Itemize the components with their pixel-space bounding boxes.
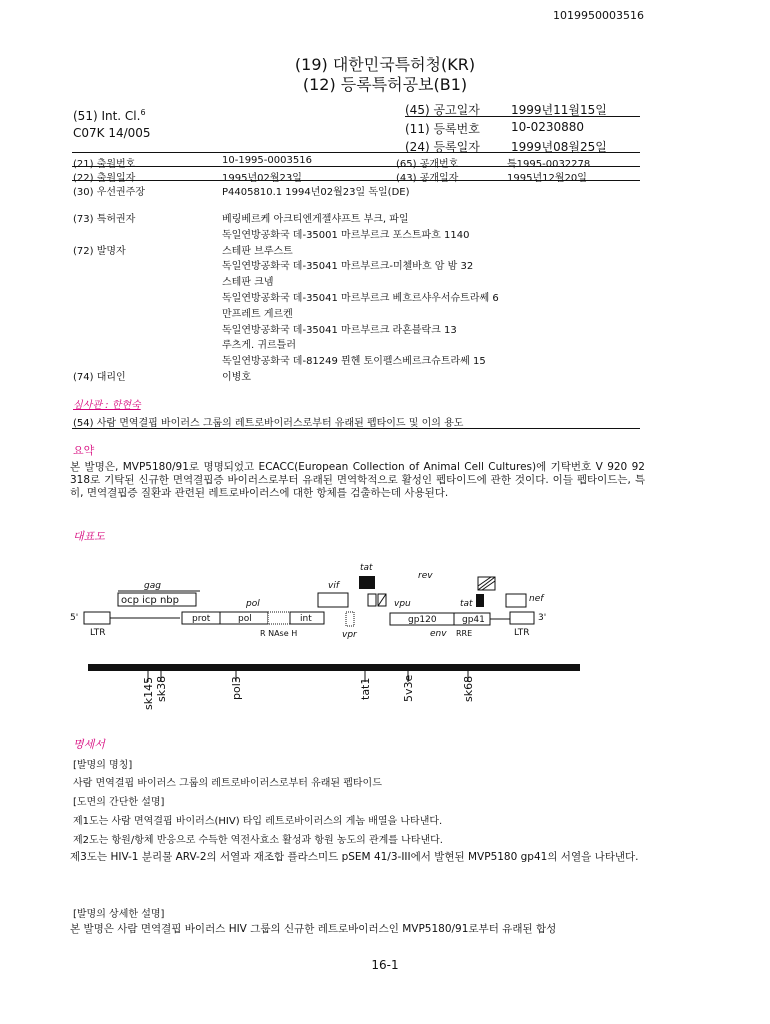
open-date-label: (43) 공개일자 [396,173,459,184]
party-text: 스테판 브루스트 [222,245,293,257]
probe-sk38: sk38 [155,675,168,702]
probe-5v3e: 5v3e [402,674,415,702]
party-label: (73) 특허권자 [73,214,136,225]
party-text: 독일연방공화국 데-35041 마르부르크 베흐르샤우서슈트라쎄 6 [222,293,499,304]
open-no-value: 특1995-0032278 [507,159,591,170]
label-5prime: 5' [70,613,79,623]
tat-block [359,576,375,589]
open-no-label: (65) 공개번호 [396,159,459,170]
name-heading: [발명의 명칭] [73,760,133,771]
rule-app-2 [72,180,640,181]
party-text: 베링베르케 아크티엔게젤샤프트 부크, 파일 [222,214,409,225]
label-gp41: gp41 [462,615,485,625]
tat2-block [476,594,484,607]
rule-pub-1 [405,116,640,117]
label-pol: pol [246,599,260,609]
label-gp120: gp120 [408,615,437,625]
app-date-value: 1995년02월23일 [222,173,302,184]
doc-number: 1019950003516 [553,9,644,22]
spec-heading: 명세서 [73,738,105,751]
vpu-box-a [368,594,376,606]
genome-diagram [60,560,660,720]
label-prot: prot [192,614,211,624]
party-text: 독일연방공화국 데-35001 마르부르크 포스트파흐 1140 [222,229,470,241]
ipc-label-text: (51) Int. Cl. [73,109,141,123]
probe-sk145: sk145 [142,676,155,710]
vpr-box [346,612,354,626]
party-text: 스테판 크넴 [222,277,274,289]
label-ltr-right: LTR [514,628,530,638]
fig2-text: 제2도는 항원/항체 반응으로 수득한 역전사효소 활성과 항원 농도의 관계를 나타낸다. [73,835,443,846]
detail-heading: [발명의 상세한 설명] [73,909,165,920]
abstract-text: 본 발명은, MVP5180/91로 명명되었고 ECACC(European Collection of Animal Cell Cultures)에 기탁번호 V 920 92 318로 기탁된 신규한 면역결핍증 바이러스로부터 유래된 면역학적으로 활성인 펩타이드에 관한 것이다. 이들 펩타이드는, 특히, 면역결핍증 질환과 관련된 레트로바이러스에 대한 항체를 검출하는데 사용된다. [70,461,645,499]
reg-date-label: (24) 등록일자 [405,140,480,154]
ipc-superscript: 6 [140,108,146,117]
pub-date-value: 1999년11월15일 [511,103,607,117]
rnase-box [268,612,290,624]
party-text: 독일연방공화국 데-35041 마르부르크-미첼바흐 암 밤 32 [222,261,474,273]
nef-box [506,594,526,607]
examiner: 심사관 : 한현숙 [73,400,141,411]
label-tat2: tat [460,599,473,609]
rep-fig-heading: 대표도 [73,530,105,543]
gazette-title: (12) 등록특허공보(B1) [302,75,468,94]
fig3-text: 제3도는 HIV-1 분리물 ARV-2의 서열과 재조합 플라스미드 pSEM 41/3-III에서 발현된 MVP5180 gp41의 서열을 나타낸다. [70,851,639,863]
rule-app-1 [72,166,640,167]
party-label: (72) 발명자 [73,245,126,257]
vif-box [318,593,348,607]
app-no-value: 10-1995-0003516 [222,155,312,166]
party-text: 독일연방공화국 데-35041 마르부르크 라흔블락크 13 [222,324,457,336]
app-no-label: (21) 출원번호 [73,159,136,170]
label-vpr: vpr [342,630,357,640]
genome-bar [88,664,580,671]
reg-date-value: 1999년08월25일 [511,140,607,154]
label-rev: rev [418,571,433,581]
label-ltr-left: LTR [90,628,106,638]
label-vif: vif [328,581,339,591]
brief-heading: [도면의 간단한 설명] [73,797,165,808]
label-rnase: R NAse H [260,629,298,638]
pub-date-label: (45) 공고일자 [405,103,480,117]
label-int: int [300,614,312,624]
name-text: 사람 면역결핍 바이러스 그룹의 레트로바이러스로부터 유래된 펩타이드 [73,778,382,789]
probe-tat1: tat1 [359,677,372,700]
party-text: 독일연방공화국 데-81249 뮌헨 토이펠스베르크슈트라쎄 15 [222,356,486,368]
label-ocp: ocp icp nbp [121,595,179,606]
open-date-value: 1995년12월20일 [507,173,587,184]
abstract-heading: 요약 [73,444,95,457]
reg-no-label: (11) 등록번호 [405,122,480,136]
ltr-right-box [510,612,534,624]
fig1-text: 제1도는 사람 면역결핍 바이러스(HIV) 타입 레트로바이러스의 게놈 배열을 나타낸다. [73,816,443,827]
label-tat-top: tat [360,563,373,573]
label-vpu: vpu [394,599,411,609]
label-pol-box: pol [238,614,252,624]
label-3prime: 3' [538,613,547,623]
page-footer: 16-1 [371,958,399,972]
probe-sk68: sk68 [462,675,475,702]
priority-label: (30) 우선권주장 [73,187,146,198]
ltr-left-box [84,612,110,624]
rule-main-1 [72,152,640,153]
ipc-label [73,108,146,123]
reg-no-value: 10-0230880 [511,120,585,134]
party-text: 루츠게. 귀르틀러 [222,340,296,352]
priority-value: P4405810.1 1994년02월23일 독일(DE) [222,187,410,198]
ipc-code: C07K 14/005 [73,126,151,140]
app-date-label: (22) 출원일자 [73,173,136,184]
office-title: (19) 대한민국특허청(KR) [294,55,476,74]
rule-title [72,428,640,429]
label-gag: gag [144,581,161,591]
label-nef: nef [529,594,544,604]
label-rre: RRE [456,629,473,638]
party-text: 만프레트 게르켄 [222,308,293,320]
probe-pol3: pol3 [230,676,243,700]
party-label: (74) 대리인 [73,372,126,383]
party-text: 이병호 [222,372,251,383]
detail-text: 본 발명은 사람 면역결핍 바이러스 HIV 그룹의 신규한 레트로바이러스인 MVP5180/91로부터 유래된 합성 [70,923,557,935]
invention-title: (54) 사람 면역결핍 바이러스 그룹의 레트로바이러스로부터 유래된 펩타이드 및 이의 용도 [73,418,464,429]
label-env: env [430,629,447,639]
